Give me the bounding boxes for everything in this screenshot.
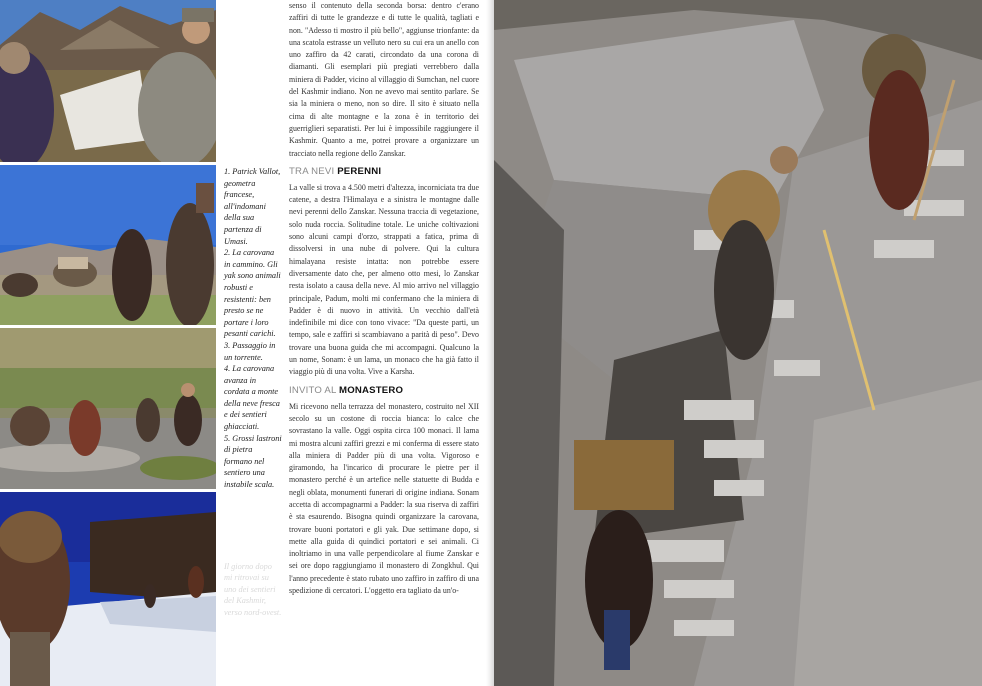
caption-4: 4. La carovana avanza in cordata a monte della neve fresca e dei sentieri ghiacciati. [224, 364, 280, 432]
section-heading-1 [289, 166, 479, 178]
section-heading-2 [289, 385, 479, 397]
caption-3: 3. Passaggio in un torrente. [224, 340, 276, 362]
paragraph-1: senso il contenuto della seconda borsa: dentro c'erano zaffiri di tutte le grandezze e di tutte le qualità, tagliati e non. "Adesso ti mostro il più bello", aggiunse trionfante: da una scatola estrasse un velluto nero su cui era un anello con uno zaffiro da 42 carati, circondato da una corona di diamanti. Gli esemplari più pregiati verrebbero dalla miniera di Padder, vicino al villaggio di Sumchan, nel cuore del Kashmir indiano. Non ne avevo mai sentito parlare. Se sia la miniera o meno, non so dire. Il sito è situato nella cima di alte montagne e la zona è in territorio dei guerriglieri separatisti. Per lui è impossibile raggiungere il Kashmir. Quanto a me, potrei provare a organizzare un tracciato nella regione dello Zanskar. [289, 1, 479, 158]
heading-1-light: TRA NEVI [289, 165, 335, 177]
heading-1-bold: PERENNI [337, 165, 382, 177]
photo-porters-stone-stairs [494, 0, 982, 686]
ghost-text: Il giorno dopo mi ritrovai su uno dei sentieri del Kashmir, verso nord-ovest. [224, 561, 282, 617]
heading-2-bold: MONASTERO [339, 384, 404, 396]
paragraph-2: La valle si trova a 4.500 metri d'altezza, incorniciata tra due catene, a destra l'Himalaya e a sinistra le montagne dalle nevi perenni dello Zanskar. Nessuna traccia di vegetazione, solo nuda roccia. Solitudine totale. Le uniche coltivazioni sono alcuni campi d'orzo, strappati a fatica, prima di dissolversi in una nube di polvere. Qui la cultura himalayana resiste intatta: non potrebbe essere diversamente dato che, per almeno otto mesi, lo Zanskar resta isolato a causa della neve. Al mio arrivo nel villaggio principale, Padum, molti mi confermano che la miniera di Padder è di nuovo in attività. Un vecchio dall'età indefinibile mi dice con tono vivace: "Da queste parti, un tempo, sale e zaffiri si scambiavano a parità di peso". Devo trovare una buona guida che mi accompagni. Qualcuno la un nome, Sonam: è un lama, un monaco che ha già fatto il viaggio più di una volta. Vive a Karsha. [289, 182, 479, 377]
caption-5: 5. Grossi lastroni di pietra formano nel sentiero una instabile scala. [224, 433, 282, 490]
caption-1: 1. Patrick Vallot, geometra francese, all'indomani della sua partenza di Umasi. [224, 167, 281, 246]
article-body [289, 0, 479, 686]
photo-stream-crossing [0, 328, 216, 489]
photo-snow-porters [0, 492, 216, 686]
photo-caravan-yaks [0, 165, 216, 325]
photo-map-reading [0, 0, 216, 162]
paragraph-3: Mi ricevono nella terrazza del monastero, costruito nel XII secolo su un costone di roccia bianca: lo calce che sovrastano la valle. Oggi ospita circa 100 monaci. Il lama mi mostra alcuni zaffiri grezzi e mi conferma di essere stato alla miniera di Padder più di una volta. Vigoroso e giramondo, ha l'incarico di procurare le pietre per il monastero perché è un artefice nelle statuette di Budda e negli oblata, monumenti funerari di origine indiana. Sonam accetta di accompagnarmi a Padder: la sua riserva di zaffiri è sta esaurendo. Bisogna quindi organizzare la carovana, trovare buoni portatori e gli yak. Due settimane dopo, si mette alla guida di quindici portatori e sei animali. Ci inoltriamo in una valle perpendicolare al fiume Zanskar e sei ore dopo raggiungiamo il monastero di Zongkhul. Qui l'anno precedente è stato rubato uno zaffiro in zaffiro di una spedizione di cercatori. L'oggetto era tagliato da un'o- [289, 401, 479, 596]
caption-2: 2. La carovana in cammino. Gli yak sono animali robusti e resistenti: ben presto se ne portare i loro pesanti carichi. [224, 248, 281, 339]
heading-2-light: INVITO AL [289, 384, 337, 396]
page-gutter [486, 0, 494, 686]
photo-captions [224, 166, 282, 619]
